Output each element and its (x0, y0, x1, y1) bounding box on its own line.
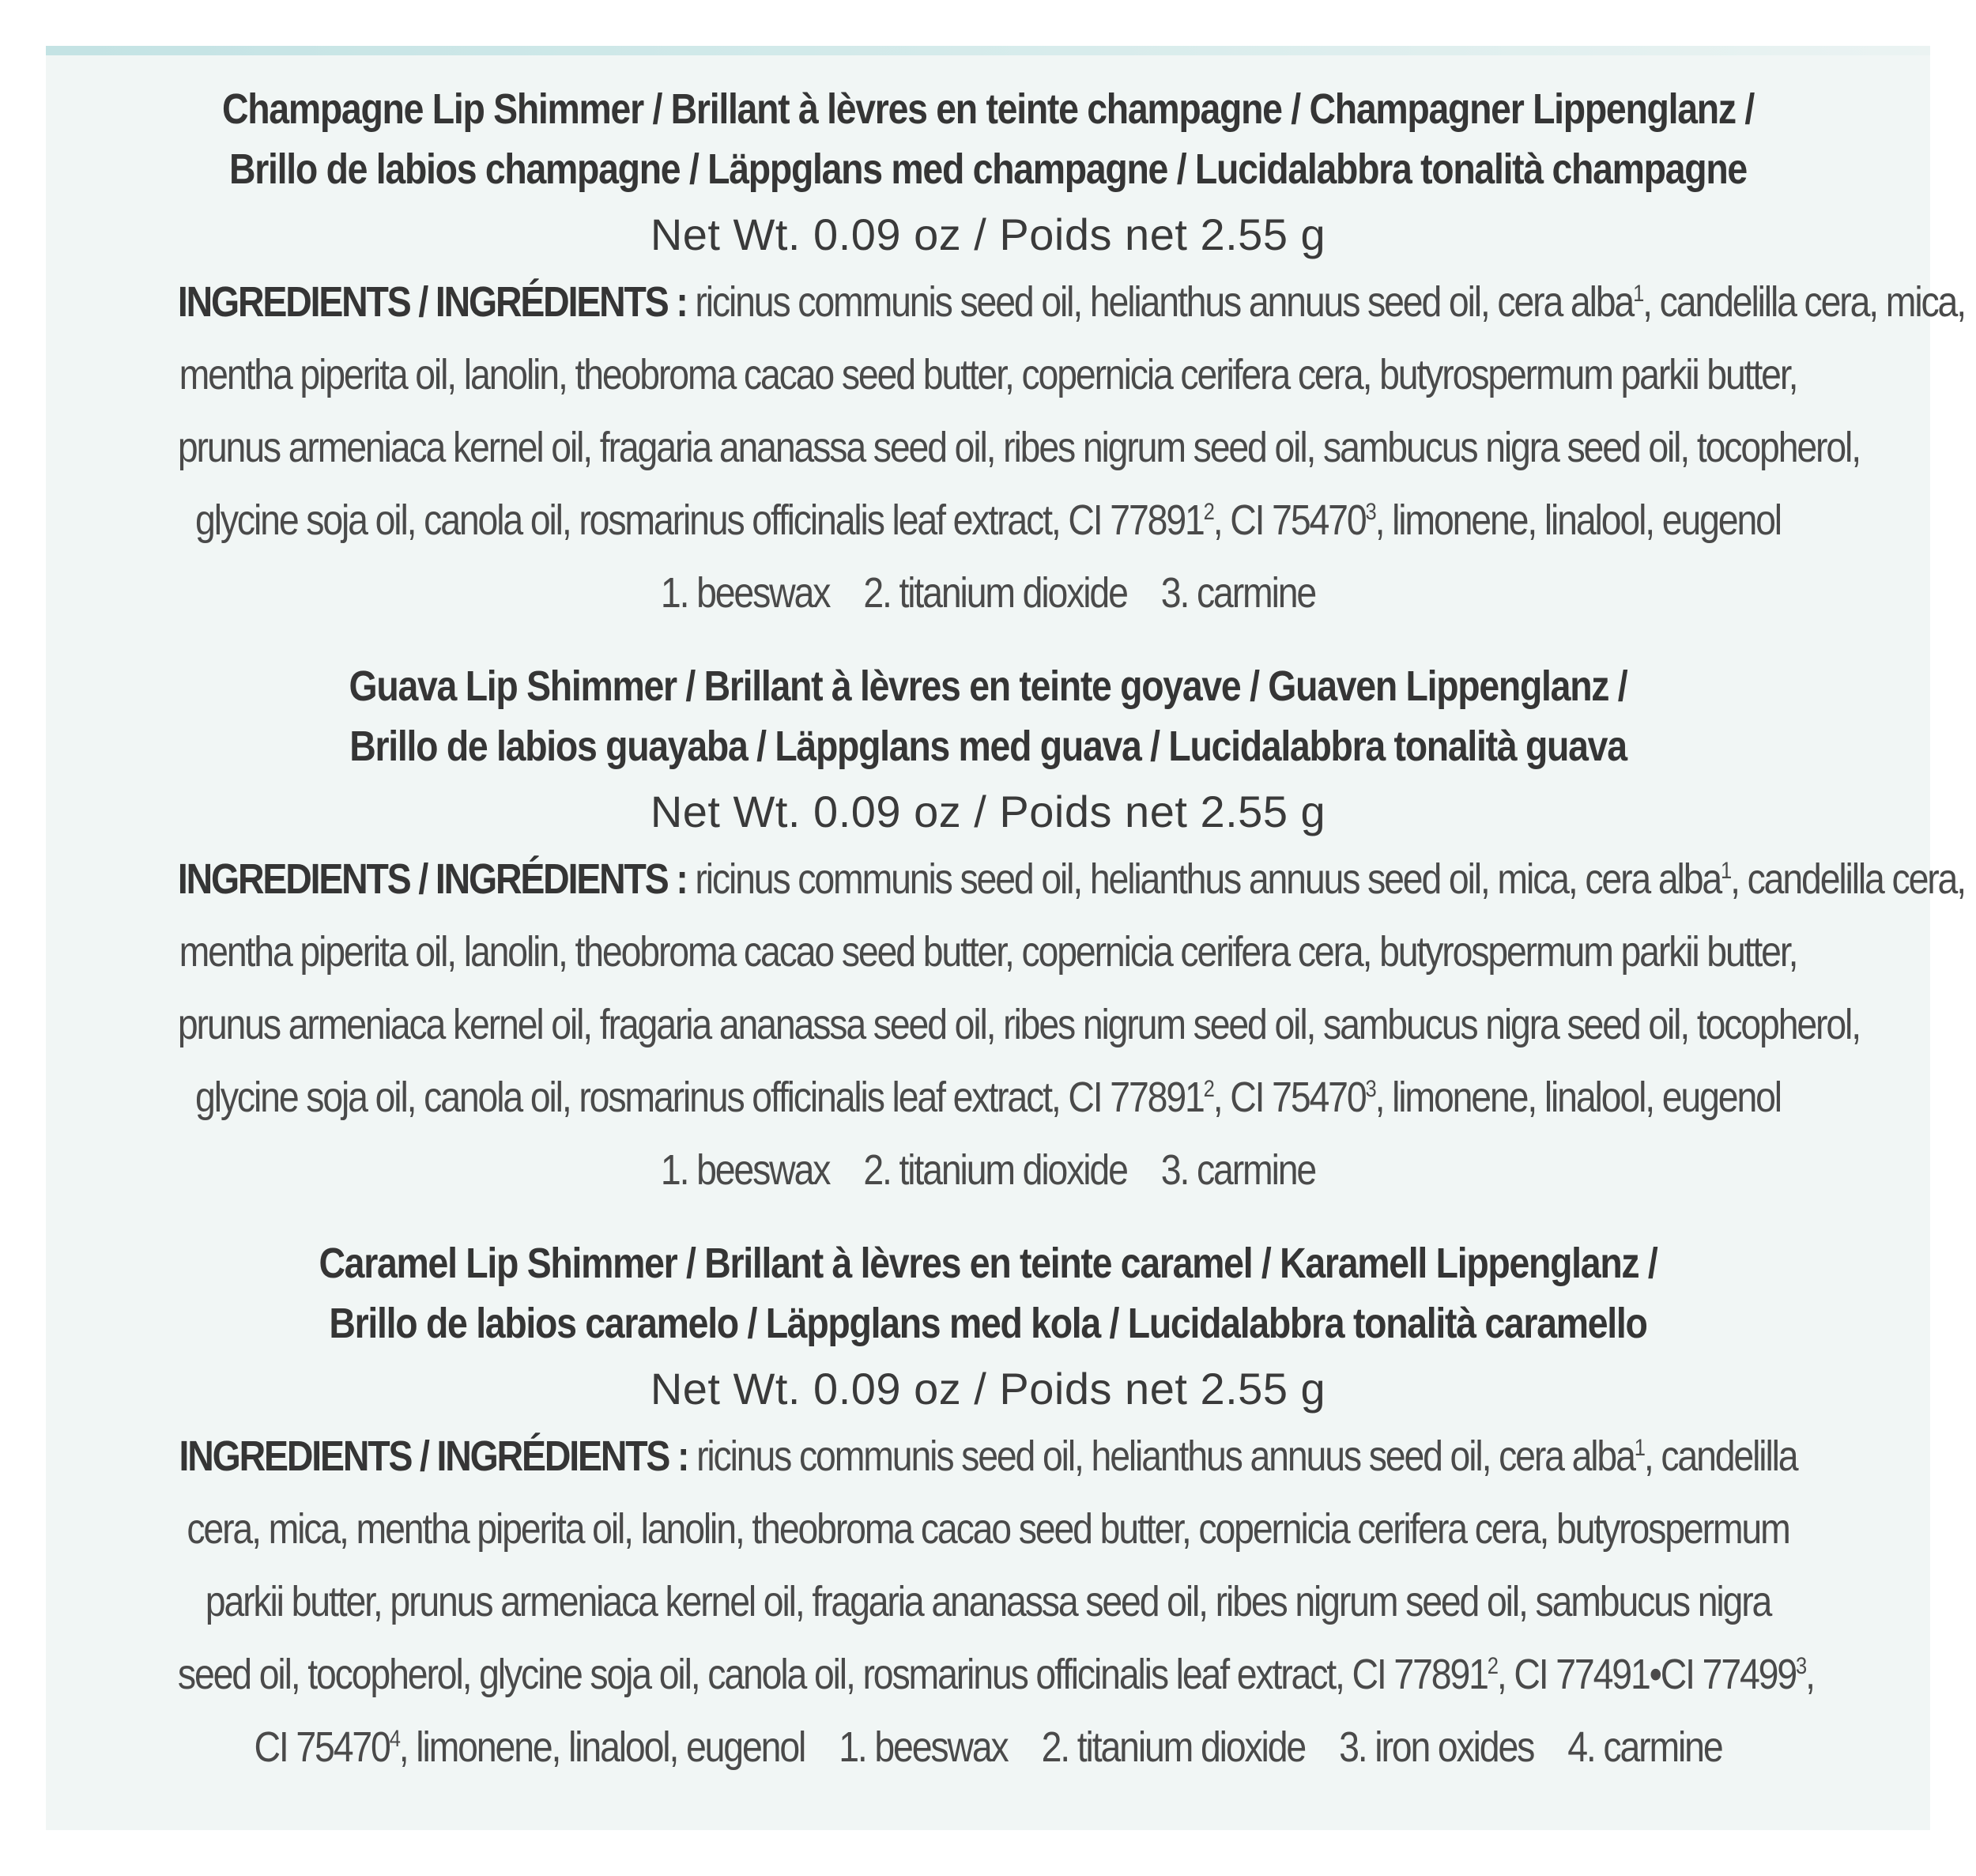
product-title-line1: Champagne Lip Shimmer / Brillant à lèvres en teinte champagne / Champagner Lippenglanz / (221, 85, 1755, 133)
ingredients-text: , CI 75470 (1212, 1074, 1366, 1121)
ingredients-text: glycine soja oil, canola oil, rosmarinus officinalis leaf extract, CI 77891 (195, 496, 1204, 544)
product-section-guava (46, 656, 1965, 1206)
net-weight: Net Wt. 0.09 oz / Poids net 2.55 g (650, 209, 1326, 259)
ingredients-text: , (1805, 1651, 1814, 1698)
footnote-ref: 2 (1203, 499, 1213, 525)
product-section-champagne (46, 79, 1965, 629)
footnotes: 1. beeswax 2. titanium dioxide 3. carmine (660, 1146, 1316, 1194)
ingredients-line (177, 843, 1965, 915)
ingredients-text: glycine soja oil, canola oil, rosmarinus officinalis leaf extract, CI 77891 (195, 1074, 1204, 1121)
label-panel (46, 46, 1965, 1830)
product-title-line2: Brillo de labios champagne / Läppglans med champagne / Lucidalabbra tonalità champagne (229, 145, 1747, 193)
ingredients-text: , CI 75470 (1212, 496, 1366, 544)
product-title-line2: Brillo de labios guayaba / Läppglans med guava / Lucidalabbra tonalità guava (349, 723, 1627, 770)
ingredients-line: parkii butter, prunus armeniaca kernel oil, fragaria ananassa seed oil, ribes nigrum seed oil, sambucus nigra (205, 1578, 1771, 1625)
footnote-ref: 1 (1634, 1435, 1644, 1461)
product-title-line1: Guava Lip Shimmer / Brillant à lèvres en teinte goyave / Guaven Lippenglanz / (349, 662, 1627, 710)
ingredients-text: , limonene, linalool, eugenol (1375, 496, 1781, 544)
footnote-ref: 2 (1203, 1076, 1213, 1102)
ingredients-line (178, 1061, 1798, 1134)
net-weight: Net Wt. 0.09 oz / Poids net 2.55 g (650, 1364, 1326, 1414)
ingredients-label: INGREDIENTS / INGRÉDIENTS : (177, 278, 687, 326)
ingredients-line (178, 1420, 1798, 1493)
footnote-ref: 2 (1487, 1653, 1497, 1679)
footnote-ref: 4 (389, 1726, 399, 1752)
ingredients-line (177, 266, 1965, 338)
footnotes: 1. beeswax 2. titanium dioxide 3. carmine (660, 569, 1316, 617)
ingredients-text: CI 75470 (254, 1723, 390, 1771)
ingredients-line: mentha piperita oil, lanolin, theobroma cacao seed butter, copernicia cerifera cera, butyrospermum parkii butter, (179, 928, 1797, 976)
net-weight: Net Wt. 0.09 oz / Poids net 2.55 g (650, 787, 1326, 836)
product-title-line2: Brillo de labios caramelo / Läppglans med kola / Lucidalabbra tonalità caramello (329, 1300, 1647, 1347)
ingredients-line: cera, mica, mentha piperita oil, lanolin, theobroma cacao seed butter, copernicia cerifera cera, butyrospermum (187, 1505, 1789, 1553)
ingredients-text: ricinus communis seed oil, helianthus annuus seed oil, cera alba (686, 278, 1634, 326)
footnote-ref: 1 (1721, 858, 1731, 884)
ingredients-text: , candelilla cera, (1730, 855, 1965, 903)
footnote-ref: 1 (1633, 281, 1643, 307)
ingredients-line (178, 1711, 1798, 1784)
footnote-ref: 3 (1796, 1653, 1806, 1679)
ingredients-text: , candelilla (1643, 1432, 1797, 1480)
ingredients-text: , CI 77491•CI 77499 (1496, 1651, 1797, 1698)
ingredients-text: ricinus communis seed oil, helianthus annuus seed oil, mica, cera alba (686, 855, 1721, 903)
ingredients-line: mentha piperita oil, lanolin, theobroma cacao seed butter, copernicia cerifera cera, butyrospermum parkii butter, (179, 351, 1797, 398)
ingredients-label: INGREDIENTS / INGRÉDIENTS : (177, 855, 687, 903)
ingredients-text: ricinus communis seed oil, helianthus annuus seed oil, cera alba (688, 1432, 1635, 1480)
ingredients-line: prunus armeniaca kernel oil, fragaria ananassa seed oil, ribes nigrum seed oil, sambucus nigra seed oil, tocopherol, (177, 1001, 1860, 1048)
product-section-caramel (46, 1233, 1930, 1784)
footnote-ref: 3 (1365, 1076, 1375, 1102)
ingredients-line (177, 1638, 1814, 1711)
ingredients-label: INGREDIENTS / INGRÉDIENTS : (179, 1432, 688, 1480)
ingredients-text: , limonene, linalool, eugenol (1375, 1074, 1781, 1121)
ingredients-text: , candelilla cera, mica, (1642, 278, 1965, 326)
ingredients-line (178, 484, 1798, 557)
footnotes: , limonene, linalool, eugenol 1. beeswax 2. titanium dioxide 3. iron oxides 4. carmine (398, 1723, 1722, 1771)
top-color-strip (46, 46, 1930, 55)
ingredients-text: seed oil, tocopherol, glycine soja oil, canola oil, rosmarinus officinalis leaf extract, CI 77891 (177, 1651, 1488, 1698)
product-title-line1: Caramel Lip Shimmer / Brillant à lèvres en teinte caramel / Karamell Lippenglanz / (319, 1240, 1657, 1287)
footnote-ref: 3 (1365, 499, 1375, 525)
ingredients-line: prunus armeniaca kernel oil, fragaria ananassa seed oil, ribes nigrum seed oil, sambucus nigra seed oil, tocopherol, (177, 424, 1860, 471)
